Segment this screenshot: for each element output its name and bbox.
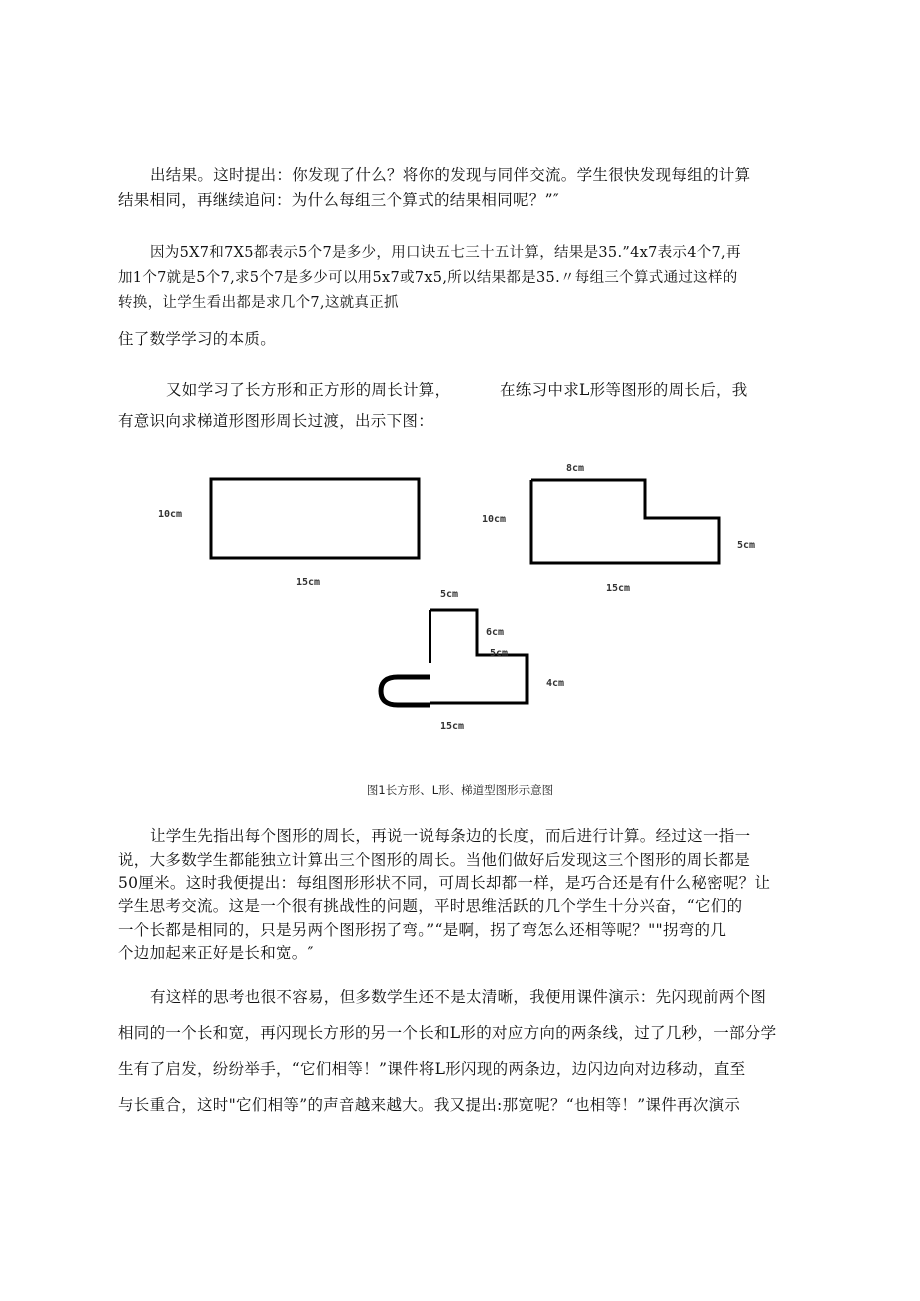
text-line: 在练习中求L形等图形的周长后，我 bbox=[500, 381, 748, 399]
rect-width-label: 15cm bbox=[296, 577, 321, 588]
text-line: 学生思考交流。这是一个很有挑战性的问题，平时思维活跃的几个学生十分兴奋，“它们的 bbox=[118, 897, 743, 915]
text-line: 生有了启发，纷纷举手，“它们相等！”课件将L形闪现的两条边，边闪边向对边移动，直至 bbox=[118, 1060, 746, 1078]
stair-bottom-label: 15cm bbox=[440, 721, 465, 732]
text-line: 因为5X7和7X5都表示5个7是多少，用口诀五七三十五计算，结果是35.”4x7表示4个7,再 bbox=[150, 245, 741, 261]
text-line: 50厘米。这时我便提出：每组图形形状不同，可周长却都一样，是巧合还是有什么秘密呢？让 bbox=[118, 874, 771, 892]
stair-bracket-mark bbox=[381, 677, 430, 705]
text-line: 住了数学学习的本质。 bbox=[118, 330, 277, 348]
text-line: 转换，让学生看出都是求几个7,这就真正抓 bbox=[118, 295, 399, 311]
figure-caption: 图1长方形、L形、梯道型图形示意图 bbox=[366, 783, 554, 797]
stair-step1-label: 6cm bbox=[486, 627, 505, 638]
l-shape bbox=[531, 480, 719, 563]
text-line: 让学生先指出每个图形的周长，再说一说每条边的长度，而后进行计算。经过这一指一 bbox=[150, 827, 751, 845]
stair-shape bbox=[430, 610, 527, 703]
stair-right-label: 4cm bbox=[546, 678, 565, 689]
text-line: 出结果。这时提出：你发现了什么？将你的发现与同伴交流。学生很快发现每组的计算 bbox=[150, 166, 751, 184]
stair-step2-label: 5cm bbox=[490, 648, 509, 659]
text-line: 相同的一个长和宽，再闪现长方形的另一个长和L形的对应方向的两条线，过了几秒，一部分学 bbox=[118, 1024, 777, 1042]
l-shape-bottom-label: 15cm bbox=[606, 583, 631, 594]
text-line: 又如学习了长方形和正方形的周长计算， bbox=[166, 381, 451, 399]
text-line: 加1个7就是5个7,求5个7是多少可以用5x7或7x5,所以结果都是35.〃每组三个算式通过这样的 bbox=[118, 270, 738, 286]
rect-height-label: 10cm bbox=[158, 509, 183, 520]
l-shape-top-label: 8cm bbox=[566, 463, 585, 474]
text-line: 与长重合，这时"它们相等”的声音越来越大。我又提出:那宽呢？“也相等！”课件再次演示 bbox=[118, 1096, 741, 1114]
l-shape-right-label: 5cm bbox=[737, 540, 756, 551]
text-line: 说，大多数学生都能独立计算出三个图形的周长。当他们做好后发现这三个图形的周长都是 bbox=[118, 851, 751, 869]
text-line: 结果相同，再继续追问：为什么每组三个算式的结果相同呢？”″ bbox=[118, 191, 559, 209]
text-line: 个边加起来正好是长和宽。″ bbox=[118, 944, 314, 962]
text-line: 有这样的思考也很不容易，但多数学生还不是太清晰，我便用课件演示：先闪现前两个图 bbox=[150, 988, 767, 1006]
l-shape-left-label: 10cm bbox=[482, 514, 507, 525]
stair-top-label: 5cm bbox=[440, 589, 459, 600]
text-line: 有意识向求梯道形图形周长过渡，出示下图： bbox=[118, 412, 435, 430]
rectangle-shape bbox=[211, 479, 419, 558]
text-line: 一个长都是相同的，只是另两个图形拐了弯。”“是啊，拐了弯怎么还相等呢？""拐弯的几 bbox=[118, 921, 727, 939]
